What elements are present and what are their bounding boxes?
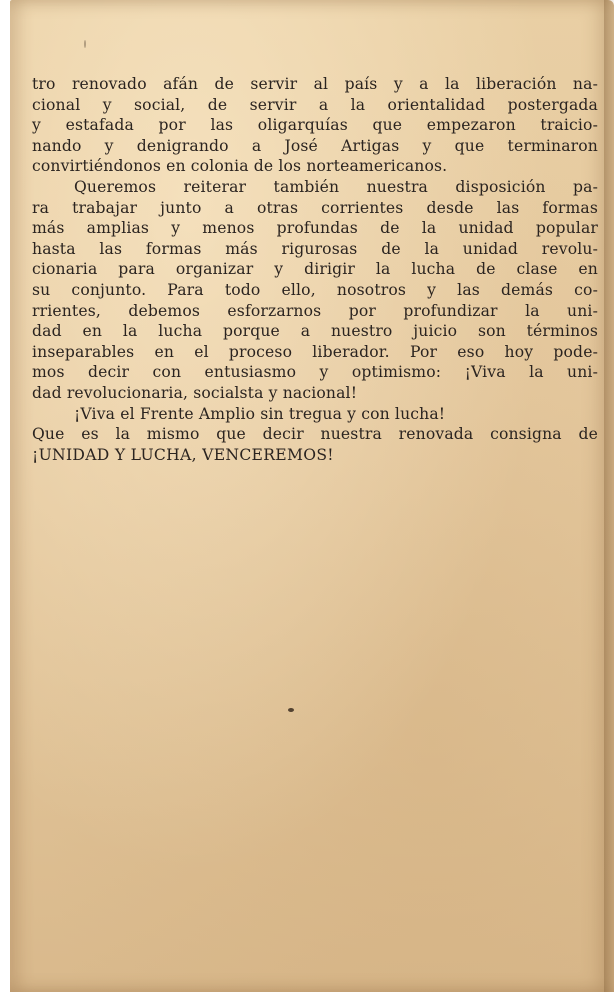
text-line: convirtiéndonos en colonia de los norteamericanos. [32,157,448,176]
slogan-line: ¡UNIDAD Y LUCHA, VENCEREMOS! [32,445,334,464]
text-line: ra trabajar junto a otras corrientes desde las formas [32,198,598,217]
text-line: hasta las formas más rigurosas de la unidad revolu- [32,239,598,258]
text-line: dad en la lucha porque a nuestro juicio son términos [32,322,598,341]
book-page [10,0,614,992]
text-line: nando y denigrando a José Artigas y que terminaron [32,136,598,155]
text-line: mos decir con entusiasmo y optimismo: ¡Viva la uni- [32,363,598,382]
text-line: su conjunto. Para todo ello, nosotros y las demás co- [32,280,598,299]
ink-speck [288,708,294,712]
text-line: ¡Viva el Frente Amplio sin tregua y con lucha! [74,404,446,423]
text-line: cionaria para organizar y dirigir la lucha de clase en [32,260,598,279]
text-line: tro renovado afán de servir al país y a la liberación na- [32,75,598,93]
text-line: más amplias y menos profundas de la unidad popular [32,219,598,238]
page-edge-shadow [604,0,614,992]
text-line: Que es la mismo que decir nuestra renovada consigna de [32,425,598,444]
text-line: cional y social, de servir a la orientalidad postergada [32,95,598,114]
body-text [32,74,598,465]
text-line: y estafada por las oligarquías que empezaron traicio- [32,116,598,135]
text-line: inseparables en el proceso liberador. Por eso hoy pode- [32,342,598,361]
text-line: Queremos reiterar también nuestra disposición pa- [74,177,598,196]
text-line: dad revolucionaria, socialsta y nacional! [32,383,358,402]
ink-speck [84,40,86,48]
text-line: rrientes, debemos esforzarnos por profundizar la uni- [32,301,598,320]
